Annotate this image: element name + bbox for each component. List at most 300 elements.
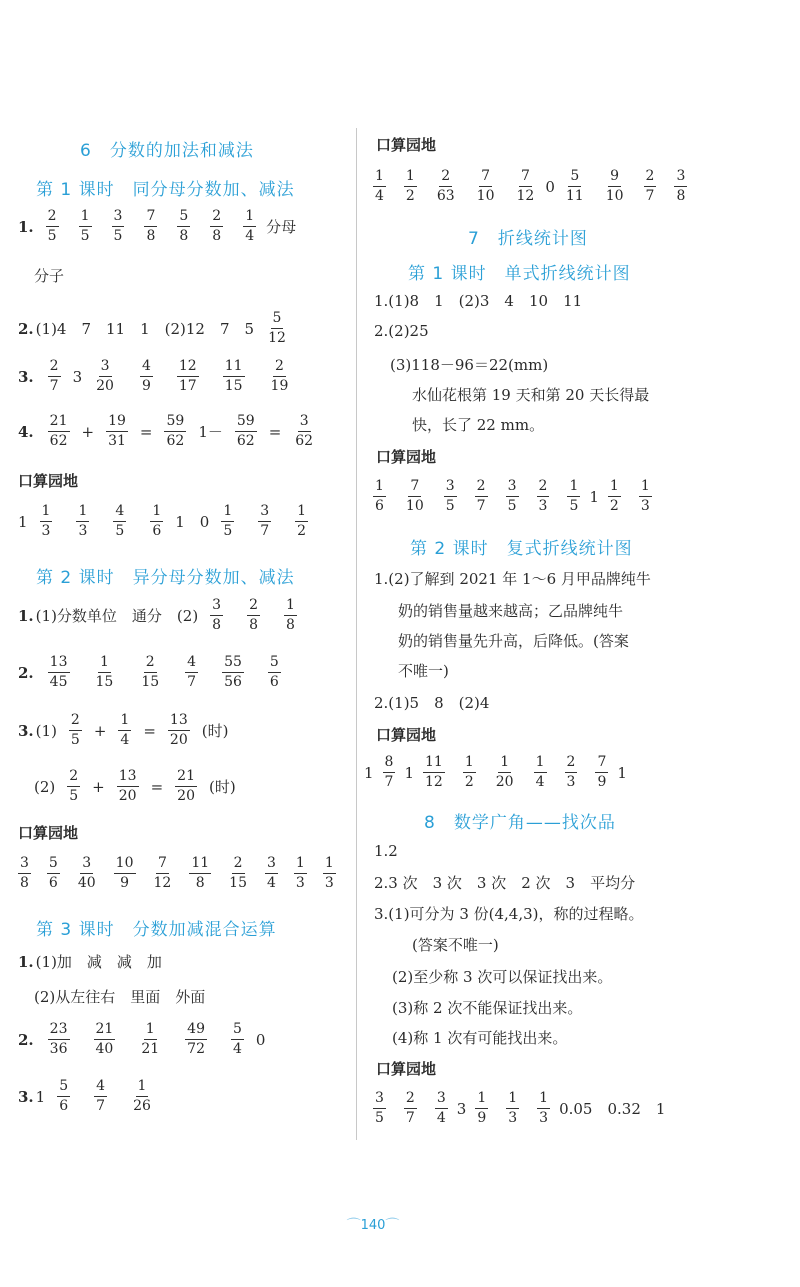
fraction xyxy=(185,654,198,691)
denominator: 4 xyxy=(245,228,255,244)
c7-q2b: (3)118－96＝22(mm) xyxy=(390,356,549,374)
numerator: 1 xyxy=(639,478,652,497)
numerator: 2 xyxy=(537,478,550,497)
fraction xyxy=(231,1021,244,1058)
numerator: 1 xyxy=(373,168,386,187)
numerator: 3 xyxy=(674,168,687,187)
numerator: 5 xyxy=(271,310,284,329)
fraction xyxy=(139,1021,161,1058)
fraction xyxy=(567,478,580,515)
denominator: 5 xyxy=(569,498,579,514)
fraction xyxy=(269,358,291,395)
numerator: 12 xyxy=(177,358,199,377)
denominator: 4 xyxy=(375,188,384,204)
fraction xyxy=(268,654,281,691)
numerator: 3 xyxy=(18,855,31,874)
fraction xyxy=(144,208,157,245)
denominator: 3 xyxy=(295,875,305,891)
chapter-7-title: 7 折线统计图 xyxy=(468,229,588,249)
denominator: 8 xyxy=(286,617,295,633)
numerator: 3 xyxy=(373,1090,386,1109)
numerator: 10 xyxy=(114,855,136,874)
denominator: 20 xyxy=(169,732,188,748)
c7-q2: 2.(2)25 xyxy=(374,322,429,340)
fraction xyxy=(48,413,70,450)
numerator: 1 xyxy=(118,712,131,731)
fraction xyxy=(475,168,497,205)
fraction xyxy=(79,208,92,245)
fraction xyxy=(18,855,31,892)
question-number: 3. xyxy=(18,367,34,386)
denominator: 7 xyxy=(384,774,394,790)
lesson1-q4 xyxy=(18,413,327,450)
oral-1-answers xyxy=(18,503,320,540)
fraction xyxy=(113,503,126,540)
denominator: 3 xyxy=(538,498,548,514)
denominator: 62 xyxy=(236,433,255,449)
c7b-q1c: 奶的销售量先升高，后降低。(答案 xyxy=(398,632,629,650)
fraction xyxy=(177,208,190,245)
numerator: 2 xyxy=(67,768,80,787)
denominator: 7 xyxy=(476,498,486,514)
denominator: 5 xyxy=(115,523,125,539)
denominator: 10 xyxy=(476,188,495,204)
watermark-logo xyxy=(620,1187,790,1277)
numerator: 5 xyxy=(231,1021,244,1040)
numerator: 9 xyxy=(608,168,621,187)
fraction xyxy=(150,503,163,540)
numerator: 3 xyxy=(258,503,271,522)
numerator: 2 xyxy=(144,654,157,673)
numerator: 1 xyxy=(79,208,92,227)
numerator: 21 xyxy=(48,413,70,432)
question-number: 1. xyxy=(18,217,34,236)
numerator: 1 xyxy=(150,503,163,522)
denominator: 12 xyxy=(153,875,172,891)
fraction xyxy=(94,358,116,395)
denominator: 6 xyxy=(269,674,279,690)
c7b-q1d: 不唯一) xyxy=(398,662,449,680)
denominator: 8 xyxy=(20,875,29,891)
numerator: 7 xyxy=(595,754,608,773)
fraction xyxy=(67,768,80,805)
oral-2-answers xyxy=(10,855,344,892)
oral-7b-answers xyxy=(364,754,627,791)
denominator: 3 xyxy=(539,1110,549,1126)
denominator: 6 xyxy=(48,875,58,891)
c7b-q2: 2.(1)5 8 (2)4 xyxy=(374,694,490,712)
fraction xyxy=(515,168,537,205)
sub-label: (2) xyxy=(34,777,56,796)
numerator: 3 xyxy=(80,855,93,874)
c7-q1: 1.(1)8 1 (2)3 4 10 11 xyxy=(374,292,583,310)
numerator: 7 xyxy=(519,168,532,187)
fraction xyxy=(537,1090,550,1127)
oral-7-answers xyxy=(364,478,661,515)
fraction xyxy=(639,478,652,515)
fraction xyxy=(444,478,457,515)
numerator: 3 xyxy=(112,208,125,227)
numerator: 7 xyxy=(479,168,492,187)
denominator: 63 xyxy=(436,188,455,204)
fraction xyxy=(46,208,59,245)
numerator: 1 xyxy=(506,1090,519,1109)
denominator: 5 xyxy=(375,1110,384,1126)
answer-text: 0 xyxy=(255,1030,266,1049)
c8-q3d: (3)称 2 次不能保证找出来。 xyxy=(392,999,583,1017)
denominator: 5 xyxy=(70,732,80,748)
denominator: 3 xyxy=(324,875,334,891)
lesson3-q1b: (2)从左往右 里面 外面 xyxy=(34,988,206,1006)
lesson-2-title: 第 2 课时 异分母分数加、减法 xyxy=(36,568,295,588)
denominator: 9 xyxy=(141,378,151,394)
fraction xyxy=(94,1021,116,1058)
denominator: 5 xyxy=(47,228,57,244)
denominator: 20 xyxy=(177,788,195,804)
fraction xyxy=(223,358,245,395)
fraction xyxy=(243,208,256,245)
fraction xyxy=(284,597,297,634)
lesson2-q2 xyxy=(18,654,293,691)
numerator: 11 xyxy=(223,358,245,377)
fraction xyxy=(112,208,125,245)
fraction xyxy=(140,358,153,395)
denominator: 72 xyxy=(187,1041,205,1057)
numerator: 3 xyxy=(506,478,519,497)
c7b-q1b: 奶的销售量越来越高；乙品牌纯牛 xyxy=(398,602,624,620)
whole-number: 3 xyxy=(72,367,83,386)
numerator: 2 xyxy=(565,754,578,773)
lesson1-q1 xyxy=(18,208,296,245)
fraction xyxy=(506,1090,519,1127)
fraction xyxy=(494,754,516,791)
fraction xyxy=(475,478,488,515)
numerator: 1 xyxy=(136,1078,149,1097)
denominator: 17 xyxy=(178,378,197,394)
numerator: 1 xyxy=(373,478,386,497)
page-number xyxy=(338,1214,408,1236)
fraction xyxy=(222,654,244,691)
numerator: 2 xyxy=(46,208,59,227)
numerator: 49 xyxy=(185,1021,207,1040)
denominator: 5 xyxy=(223,523,233,539)
left-wing-ornament: ⌒ xyxy=(346,1218,361,1234)
numerator: 55 xyxy=(222,654,244,673)
denominator: 45 xyxy=(49,674,68,690)
oral-2-title: 口算园地 xyxy=(18,824,79,842)
fraction xyxy=(47,855,60,892)
fraction xyxy=(210,597,223,634)
denominator: 4 xyxy=(120,732,130,748)
denominator: 3 xyxy=(640,498,650,514)
numerator: 3 xyxy=(298,413,311,432)
fraction xyxy=(76,855,98,892)
denominator: 2 xyxy=(464,774,474,790)
denominator: 6 xyxy=(375,498,384,514)
c8-q2: 2.3 次 3 次 3 次 2 次 3 平均分 xyxy=(374,874,636,892)
denominator: 15 xyxy=(229,875,247,891)
fraction xyxy=(373,478,386,515)
lesson1-q3 xyxy=(18,358,302,395)
fraction xyxy=(608,478,621,515)
numerator: 19 xyxy=(106,413,128,432)
fraction xyxy=(189,855,211,892)
answer-text: (1)4 7 11 1 (2)12 7 5 xyxy=(35,320,255,338)
fraction xyxy=(294,855,307,892)
fraction xyxy=(48,654,70,691)
fraction xyxy=(404,168,417,205)
fraction xyxy=(595,754,608,791)
c8-q3c: (2)至少称 3 次可以保证找出来。 xyxy=(392,968,613,986)
fraction xyxy=(534,754,547,791)
fraction xyxy=(537,478,550,515)
fraction xyxy=(76,503,89,540)
right-wing-ornament: ⌒ xyxy=(385,1218,400,1234)
numerator: 2 xyxy=(69,712,82,731)
answer-text: 0 xyxy=(545,177,555,196)
fraction xyxy=(323,855,336,892)
denominator: 2 xyxy=(609,498,619,514)
oral-8-answers xyxy=(364,1090,665,1127)
fraction xyxy=(152,855,174,892)
denominator: 3 xyxy=(566,774,576,790)
numerator: 1 xyxy=(76,503,89,522)
lesson3-q3 xyxy=(18,1078,165,1115)
numerator: 7 xyxy=(144,208,157,227)
denominator: 36 xyxy=(49,1041,68,1057)
fraction xyxy=(69,712,82,749)
numerator: 1 xyxy=(498,754,511,773)
denominator: 11 xyxy=(565,188,584,204)
fraction xyxy=(423,754,445,791)
numerator: 4 xyxy=(140,358,153,377)
chapter-8-title: 8 数学广角——找次品 xyxy=(424,813,616,833)
numerator: 5 xyxy=(57,1078,70,1097)
sub-label: (1) xyxy=(35,721,57,740)
numerator: 1 xyxy=(608,478,621,497)
numerator: 5 xyxy=(47,855,60,874)
numerator: 8 xyxy=(383,754,396,773)
fraction xyxy=(168,712,190,749)
lesson-3-title: 第 3 课时 分数加减混合运算 xyxy=(36,920,277,940)
numerator: 21 xyxy=(175,768,197,787)
fraction xyxy=(293,413,315,450)
lesson-7-1-title: 第 1 课时 单式折线统计图 xyxy=(408,264,631,284)
fraction xyxy=(265,855,278,892)
operator: = xyxy=(150,777,164,796)
denominator: 7 xyxy=(405,1110,415,1126)
denominator: 20 xyxy=(118,788,137,804)
lesson3-q1a: 1. (1)加 减 减 加 xyxy=(18,952,162,971)
lesson2-q3a xyxy=(18,712,228,749)
denominator: 62 xyxy=(166,433,185,449)
numerator: 7 xyxy=(408,478,421,497)
numerator: 5 xyxy=(568,168,581,187)
denominator: 5 xyxy=(113,228,123,244)
denominator: 3 xyxy=(78,523,88,539)
answer-text: 1 0 xyxy=(175,513,210,531)
answer-text: 3 xyxy=(456,1099,467,1118)
whole-number: 1 xyxy=(35,1087,46,1106)
denominator: 8 xyxy=(676,188,686,204)
numerator: 21 xyxy=(94,1021,116,1040)
numerator: 59 xyxy=(235,413,257,432)
fraction xyxy=(131,1078,153,1115)
fraction xyxy=(435,1090,448,1127)
fraction xyxy=(118,712,131,749)
lesson2-q1 xyxy=(18,597,309,634)
oral-1-title: 口算园地 xyxy=(18,472,79,490)
denominator: 5 xyxy=(507,498,517,514)
denominator: 9 xyxy=(120,875,130,891)
oral-7b-title: 口算园地 xyxy=(376,726,437,744)
numerator: 2 xyxy=(273,358,286,377)
fraction xyxy=(164,413,186,450)
fraction xyxy=(604,168,626,205)
numerator: 3 xyxy=(99,358,112,377)
fraction xyxy=(114,855,136,892)
numerator: 1 xyxy=(221,503,234,522)
numerator: 7 xyxy=(156,855,169,874)
question-number: 3. xyxy=(18,721,34,740)
numerator: 59 xyxy=(164,413,186,432)
oral-7-title: 口算园地 xyxy=(376,448,437,466)
fraction xyxy=(94,1078,107,1115)
lesson-1-title: 第 1 课时 同分母分数加、减法 xyxy=(36,180,295,200)
fraction xyxy=(247,597,260,634)
numerator: 4 xyxy=(94,1078,107,1097)
denominator: 20 xyxy=(495,774,514,790)
numerator: 13 xyxy=(168,712,190,731)
numerator: 11 xyxy=(189,855,211,874)
fraction xyxy=(94,654,116,691)
fraction xyxy=(266,310,288,347)
numerator: 4 xyxy=(113,503,126,522)
numerator: 1 xyxy=(284,597,297,616)
numerator: 3 xyxy=(435,1090,448,1109)
numerator: 1 xyxy=(475,1090,488,1109)
numerator: 1 xyxy=(567,478,580,497)
numerator: 2 xyxy=(232,855,245,874)
denominator: 5 xyxy=(69,788,79,804)
denominator: 8 xyxy=(179,228,189,244)
lesson2-q3b xyxy=(34,768,236,805)
fraction xyxy=(258,503,271,540)
answer-text: 1 xyxy=(617,763,627,782)
operator: = xyxy=(143,721,156,740)
numerator: 1 xyxy=(98,654,111,673)
denominator: 9 xyxy=(477,1110,487,1126)
operator: + xyxy=(92,777,105,796)
numerator: 2 xyxy=(247,597,260,616)
denominator: 8 xyxy=(212,617,222,633)
denominator: 8 xyxy=(249,617,259,633)
lesson-7-2-title: 第 2 课时 复式折线统计图 xyxy=(410,539,633,559)
numerator: 1 xyxy=(295,503,308,522)
fraction xyxy=(57,1078,70,1115)
fraction xyxy=(373,168,386,205)
fraction xyxy=(40,503,53,540)
fraction xyxy=(644,168,657,205)
denominator: 12 xyxy=(516,188,535,204)
answer-text: 1 xyxy=(364,763,374,782)
fraction xyxy=(674,168,687,205)
answer-text: 1 xyxy=(404,763,415,782)
question-number: 3. xyxy=(18,1087,34,1106)
fraction xyxy=(404,478,426,515)
numerator: 3 xyxy=(265,855,278,874)
fraction xyxy=(235,413,257,450)
denominator: 19 xyxy=(270,378,289,394)
fraction xyxy=(373,1090,386,1127)
operator: + xyxy=(93,721,107,740)
denominator: 21 xyxy=(141,1041,160,1057)
numerator: 13 xyxy=(117,768,139,787)
denominator: 62 xyxy=(295,433,314,449)
answer-text: 1 xyxy=(18,512,28,531)
answer-text: 0.05 0.32 1 xyxy=(559,1100,666,1118)
denominator: 7 xyxy=(96,1098,106,1114)
fraction xyxy=(106,413,128,450)
answer-text: (1)分数单位 通分 (2) xyxy=(35,607,199,625)
question-number: 2. xyxy=(18,319,34,338)
denominator: 40 xyxy=(95,1041,114,1057)
fraction xyxy=(295,503,308,540)
numerator: 1 xyxy=(323,855,336,874)
numerator: 2 xyxy=(644,168,657,187)
numerator: 11 xyxy=(423,754,445,773)
denominator: 8 xyxy=(212,228,222,244)
fraction xyxy=(175,768,197,805)
denominator: 5 xyxy=(445,498,455,514)
question-number: 2. xyxy=(18,663,34,682)
fraction xyxy=(48,358,61,395)
fraction xyxy=(227,855,249,892)
denominator: 7 xyxy=(260,523,270,539)
question-number: 4. xyxy=(18,422,34,441)
denominator: 9 xyxy=(597,774,607,790)
lesson1-q1-line2: 分子 xyxy=(34,267,65,285)
denominator: 7 xyxy=(49,378,59,394)
unit: (时) xyxy=(201,722,229,740)
numerator: 2 xyxy=(439,168,452,187)
numerator: 4 xyxy=(185,654,198,673)
numerator: 1 xyxy=(534,754,547,773)
denominator: 40 xyxy=(77,875,96,891)
denominator: 3 xyxy=(508,1110,518,1126)
numerator: 2 xyxy=(210,208,223,227)
denominator: 8 xyxy=(195,875,205,891)
numerator: 1 xyxy=(243,208,256,227)
numerator: 1 xyxy=(404,168,417,187)
fraction xyxy=(463,754,476,791)
denominator: 62 xyxy=(49,433,68,449)
denominator: 7 xyxy=(187,674,197,690)
denominator: 15 xyxy=(95,674,114,690)
numerator: 1 xyxy=(294,855,307,874)
denominator: 12 xyxy=(268,330,286,346)
oral-0-title: 口算园地 xyxy=(376,136,437,154)
denominator: 8 xyxy=(146,228,156,244)
c8-q1: 1.2 xyxy=(374,842,398,860)
c8-q3a: 3.(1)可分为 3 份(4,4,3)，称的过程略。 xyxy=(374,905,644,923)
numerator: 2 xyxy=(404,1090,417,1109)
fraction xyxy=(565,754,578,791)
denominator: 5 xyxy=(80,228,90,244)
fraction xyxy=(506,478,519,515)
fraction xyxy=(564,168,586,205)
denominator: 6 xyxy=(59,1098,69,1114)
